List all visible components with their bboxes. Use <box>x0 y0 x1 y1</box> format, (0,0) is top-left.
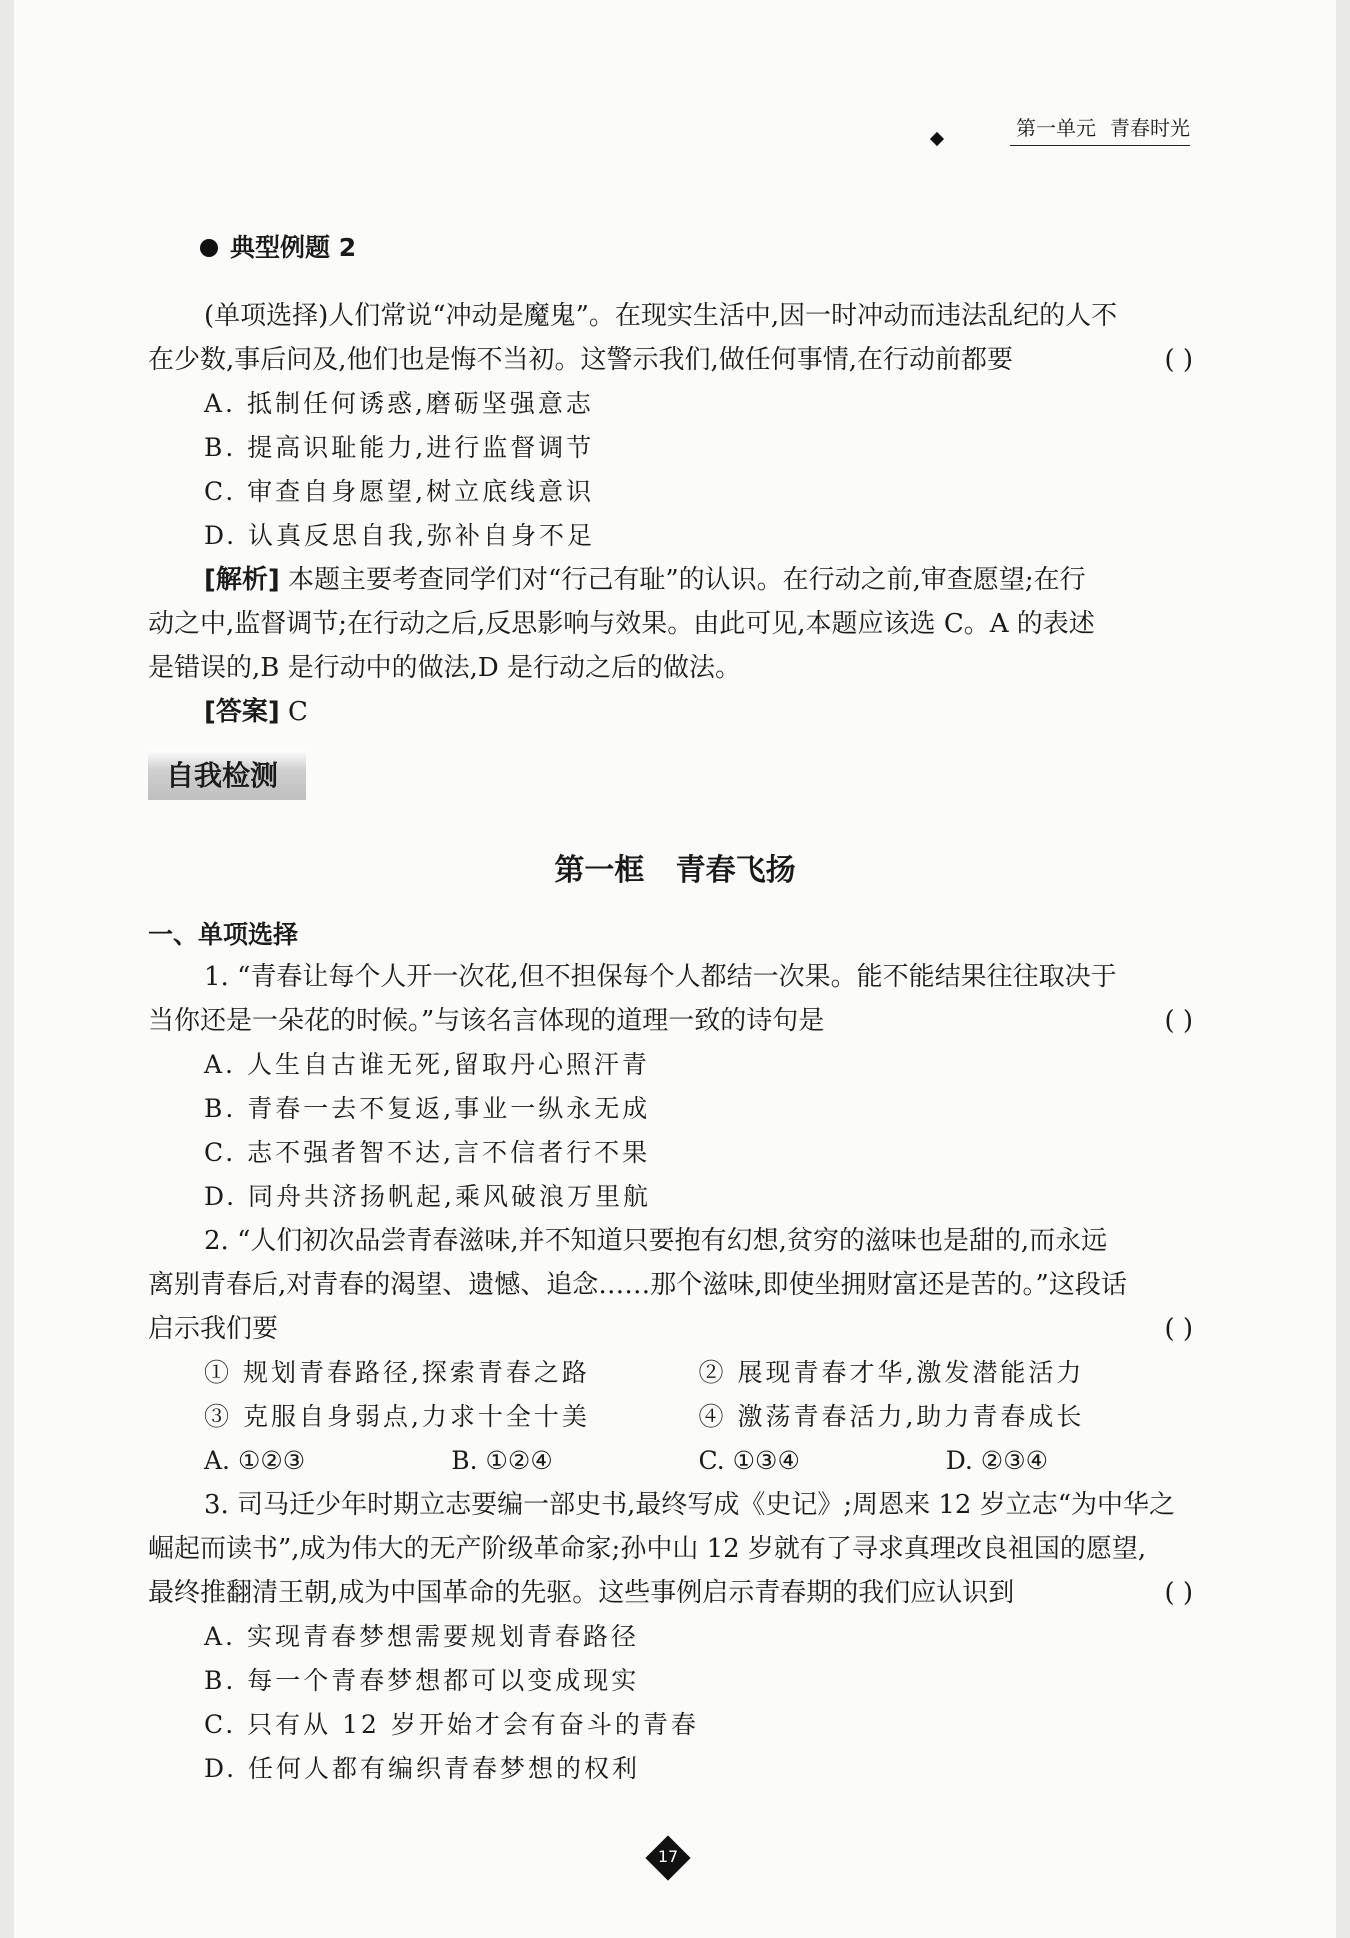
running-header <box>1010 112 1190 146</box>
statement-2: ② 展现青春才华,激发潜能活力 <box>698 1358 1085 1387</box>
unit-title: 青春时光 <box>1110 116 1190 140</box>
answer-paren: ( ) <box>1164 1314 1193 1344</box>
example-heading <box>200 228 356 264</box>
question-1-option-c: C. 志不强者智不达,言不信者行不果 <box>204 1138 651 1167</box>
page-edge-right <box>1336 0 1350 1938</box>
question-3-line: 崛起而读书”,成为伟大的无产阶级革命家;孙中山 12 岁就有了寻求真理改良祖国的愿望, <box>148 1534 1147 1564</box>
statement-1: ① 规划青春路径,探索青春之路 <box>204 1358 590 1387</box>
example-option-a: A. 抵制任何诱惑,磨砺坚强意志 <box>204 389 594 418</box>
question-3-option-d: D. 任何人都有编织青春梦想的权利 <box>204 1754 641 1783</box>
question-3-line <box>148 1571 1193 1615</box>
analysis-line <box>148 558 1193 602</box>
example-question-line: (单项选择)人们常说“冲动是魔鬼”。在现实生活中,因一时冲动而违法乱纪的人不 <box>204 301 1118 331</box>
choice-d: D. ②③④ <box>945 1446 1049 1475</box>
example-question-line <box>148 338 1193 382</box>
example-question <box>148 294 1193 734</box>
question-3-option-b: B. 每一个青春梦想都可以变成现实 <box>204 1666 640 1695</box>
question-1-option-b: B. 青春一去不复返,事业一纵永无成 <box>204 1094 651 1123</box>
section-title: 第一框 青春飞扬 <box>554 853 796 888</box>
example-option-d: D. 认真反思自我,弥补自身不足 <box>204 521 595 550</box>
answer-label: [答案] <box>204 697 280 727</box>
question-2-statements <box>148 1351 1193 1395</box>
question-3-text: 最终推翻清王朝,成为中国革命的先驱。这些事例启示青春期的我们应认识到 <box>148 1578 1015 1608</box>
example-option-b: B. 提高识耻能力,进行监督调节 <box>204 433 595 462</box>
answer-value: C <box>288 697 308 727</box>
choice-b: B. ①②④ <box>451 1446 553 1475</box>
page-number: 17 <box>657 1847 679 1866</box>
choice-a: A. ①②③ <box>204 1446 306 1475</box>
question-2-statements <box>148 1395 1193 1439</box>
question-3-option-c: C. 只有从 12 岁开始才会有奋斗的青春 <box>204 1710 699 1739</box>
unit-label: 第一单元 <box>1016 116 1096 140</box>
question-2-line: 2. “人们初次品尝青春滋味,并不知道只要抱有幻想,贫穷的滋味也是甜的,而永远 <box>204 1226 1108 1256</box>
choice-c: C. ①③④ <box>698 1446 800 1475</box>
self-check-label: 自我检测 <box>166 759 279 792</box>
example-heading-text: 典型例题 2 <box>230 233 357 262</box>
self-check-banner <box>148 750 306 800</box>
analysis-line: 是错误的,B 是行动中的做法,D 是行动之后的做法。 <box>148 653 742 683</box>
page-number-badge <box>648 1838 688 1878</box>
question-2-choices <box>148 1439 1193 1483</box>
question-1-line: 1. “青春让每个人开一次花,但不担保每个人都结一次果。能不能结果往往取决于 <box>204 962 1117 992</box>
answer-paren: ( ) <box>1164 1578 1193 1608</box>
header-diamond-icon <box>930 132 944 146</box>
question-2-line: 离别青春后,对青春的渴望、遗憾、追念……那个滋味,即使坐拥财富还是苦的。”这段话 <box>148 1270 1127 1300</box>
part-heading: 一、单项选择 <box>148 920 299 949</box>
question-1-option-a: A. 人生自古谁无死,留取丹心照汗青 <box>204 1050 650 1079</box>
question-1-line <box>148 999 1193 1043</box>
analysis-line: 动之中,监督调节;在行动之后,反思影响与效果。由此可见,本题应该选 C。A 的表述 <box>148 609 1095 639</box>
question-1-text: 当你还是一朵花的时候。”与该名言体现的道理一致的诗句是 <box>148 1006 825 1036</box>
page-edge-left <box>0 0 14 1938</box>
question-3-option-a: A. 实现青春梦想需要规划青春路径 <box>204 1622 639 1651</box>
example-option-c: C. 审查自身愿望,树立底线意识 <box>204 477 595 506</box>
bullet-icon <box>200 239 218 257</box>
analysis-text: 本题主要考查同学们对“行己有耻”的认识。在行动之前,审查愿望;在行 <box>288 565 1086 595</box>
answer-paren: ( ) <box>1164 1006 1193 1036</box>
statement-3: ③ 克服自身弱点,力求十全十美 <box>204 1402 590 1431</box>
question-2-text: 启示我们要 <box>148 1314 279 1344</box>
example-question-text: 在少数,事后问及,他们也是悔不当初。这警示我们,做任何事情,在行动前都要 <box>148 345 1014 375</box>
question-list <box>148 955 1193 1791</box>
question-1-option-d: D. 同舟共济扬帆起,乘风破浪万里航 <box>204 1182 651 1211</box>
question-2-line <box>148 1307 1193 1351</box>
answer-line <box>148 690 1193 734</box>
answer-paren: ( ) <box>1164 345 1193 375</box>
statement-4: ④ 激荡青春活力,助力青春成长 <box>698 1402 1085 1431</box>
question-3-line: 3. 司马迁少年时期立志要编一部史书,最终写成《史记》;周恩来 12 岁立志“为中华之 <box>204 1490 1176 1520</box>
analysis-label: [解析] <box>204 565 280 595</box>
